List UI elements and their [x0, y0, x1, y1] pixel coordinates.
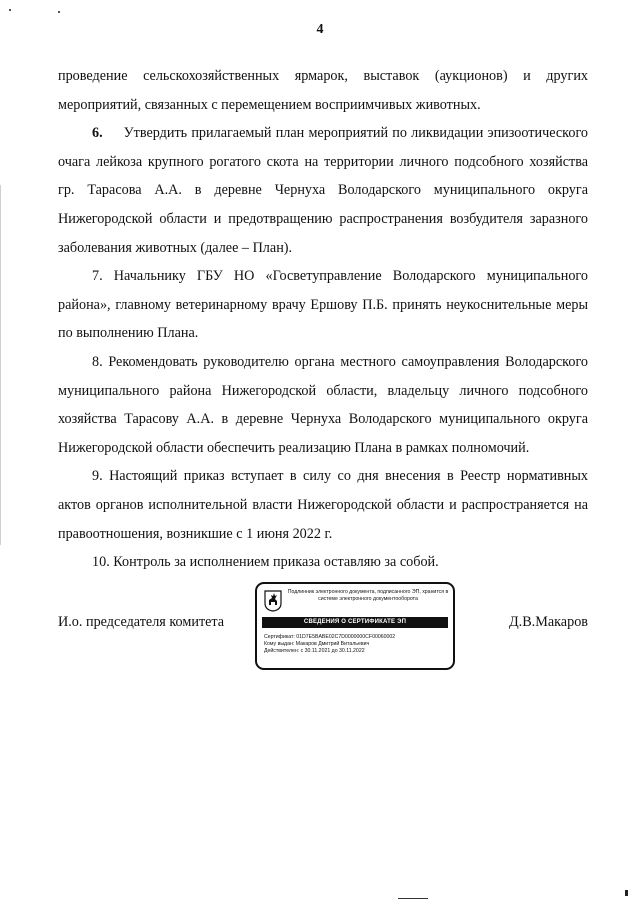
- stamp-note: Подлинник электронного документа, подписанного ЭП, хранится в системе электронного документооборота: [287, 589, 449, 602]
- certificate-number: Сертификат: 01D7E5BABE02C7D0000000CF00060002: [264, 634, 396, 640]
- page-number: 4: [316, 22, 324, 37]
- signer-name: Д.В.Макаров: [508, 614, 588, 630]
- item-text: Утвердить прилагаемый план мероприятий по ликвидации эпизоотического очага лейкоза крупного рогатого скота на территории личного подсобного хозяйства гр. Тарасова А.А. в деревне Чернуха Володарского муниципального округа Нижегородской области и предотвращению распространения возбудителя заразного заболевания животных (далее – План).: [58, 125, 588, 256]
- scan-mark: [625, 890, 628, 896]
- scan-mark: [58, 11, 60, 13]
- document-body: [58, 62, 588, 577]
- nizhny-novgorod-deer-emblem-icon: [264, 590, 282, 612]
- signature-block: [58, 582, 588, 672]
- paragraph-item-8: 8. Рекомендовать руководителю органа местного самоуправления Володарского муниципального района Нижегородской области, владельцу личного подсобного хозяйства Тарасову А.А. в деревне Чернуха Володарского муниципального округа Нижегородской области обеспечить реализацию Плана в рамках полномочий.: [58, 353, 588, 456]
- certificate-owner: Кому выдан: Макаров Дмитрий Витальевич: [264, 641, 370, 647]
- scan-edge-shadow: [0, 185, 1, 545]
- signer-position: И.о. председателя комитета: [58, 614, 225, 630]
- scan-mark: [398, 898, 428, 899]
- certificate-validity: Действителен: с 30.11.2021 до 30.11.2022: [264, 648, 365, 654]
- electronic-signature-stamp: [255, 582, 455, 670]
- paragraph-continuation: проведение сельскохозяйственных ярмарок, выставок (аукционов) и других мероприятий, связанных с перемещением восприимчивых животных.: [58, 68, 588, 113]
- stamp-details: [264, 634, 450, 655]
- scan-mark: [9, 9, 11, 11]
- paragraph-item-9: 9. Настоящий приказ вступает в силу со дня внесения в Реестр нормативных актов органов исполнительной власти Нижегородской области и распространяется на правоотношения, возникшие с 1 июня 2022 г.: [58, 468, 588, 542]
- paragraph-item-6: [58, 119, 588, 262]
- paragraph-item-10: 10. Контроль за исполнением приказа оставляю за собой.: [92, 554, 439, 571]
- paragraph-item-7: 7. Начальнику ГБУ НО «Госветуправление Володарского муниципального района», главному ветеринарному врачу Ершову П.Б. принять неукоснительные меры по выполнению Плана.: [58, 268, 588, 342]
- item-number: 6.: [92, 125, 103, 142]
- stamp-title-bar: СВЕДЕНИЯ О СЕРТИФИКАТЕ ЭП: [262, 617, 448, 628]
